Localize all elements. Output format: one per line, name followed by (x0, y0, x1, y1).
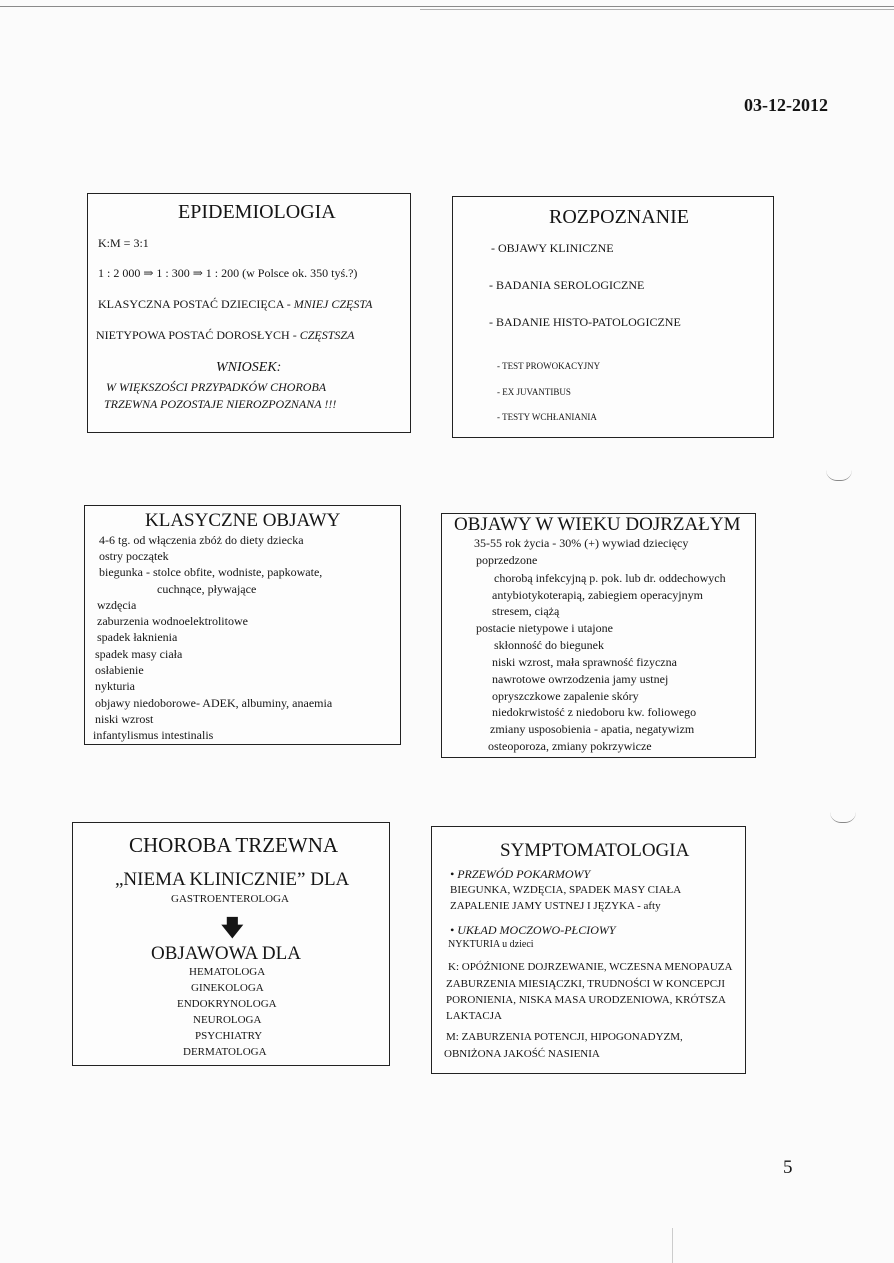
slide-rozpoznanie (452, 196, 774, 438)
gastroenterologist-label: GASTROENTEROLOGA (171, 893, 289, 905)
gi-line: ZAPALENIE JAMY USTNEJ I JĘZYKA - afty (450, 900, 661, 912)
adult-symptom-line: 35-55 rok życia - 30% (+) wywiad dziecięcy (474, 536, 689, 550)
silent-disease-heading: „NIEMA KLINICZNIE” DLA (115, 869, 350, 890)
atypical-form-frequency: CZĘSTSZA (299, 328, 355, 342)
adult-symptom-line: opryszczkowe zapalenie skóry (492, 689, 639, 703)
scan-fold-line (672, 1228, 673, 1263)
adult-symptom-line: nawrotowe owrzodzenia jamy ustnej (492, 672, 669, 686)
slide-title: OBJAWY W WIEKU DOJRZAŁYM (454, 514, 741, 535)
adult-symptom-line: osteoporoza, zmiany pokrzywicze (488, 739, 652, 753)
gi-line: BIEGUNKA, WZDĘCIA, SPADEK MASY CIAŁA (450, 884, 682, 896)
slide-symptomatologia (431, 826, 746, 1074)
diagnosis-subitem-3: - TESTY WCHŁANIANIA (497, 412, 597, 422)
diagnosis-item-2: - BADANIA SEROLOGICZNE (489, 278, 645, 292)
diagnosis-subitem-1: - TEST PROWOKACYJNY (497, 361, 601, 371)
adult-symptom-line: antybiotykoterapią, zabiegiem operacyjnym (492, 588, 703, 602)
specialist-item: DERMATOLOGA (183, 1046, 267, 1058)
adult-symptom-line: postacie nietypowe i utajone (476, 621, 613, 635)
female-symptom-line: PORONIENIA, NISKA MASA URODZENIOWA, KRÓTSZA (446, 994, 726, 1006)
scan-edge-line-2 (420, 9, 894, 10)
slide-title: ROZPOZNANIE (549, 206, 689, 228)
specialist-item: HEMATOLOGA (189, 966, 266, 978)
conclusion-line-2: TRZEWNA POZOSTAJE NIEROZPOZNANA !!! (104, 397, 337, 411)
classic-form-label: KLASYCZNA POSTAĆ DZIECIĘCA - (98, 297, 294, 311)
slide-title: EPIDEMIOLOGIA (178, 201, 336, 223)
adult-symptom-line: chorobą infekcyjną p. pok. lub dr. oddechowych (494, 571, 726, 585)
symptom-line: zaburzenia wodnoelektrolitowe (97, 614, 248, 628)
conclusion-title: WNIOSEK: (216, 360, 282, 375)
adult-symptom-line: niedokrwistość z niedoboru kw. foliowego (492, 705, 697, 719)
uro-section-header: • UKŁAD MOCZOWO-PŁCIOWY (450, 923, 616, 937)
classic-form-frequency: MNIEJ CZĘSTA (293, 297, 373, 311)
diagnosis-item-3: - BADANIE HISTO-PATOLOGICZNE (489, 315, 681, 329)
scan-edge-line (0, 6, 894, 7)
symptom-line: biegunka - stolce obfite, wodniste, papkowate, (99, 565, 323, 579)
down-arrow-icon: 🡇 (221, 915, 244, 940)
adult-symptom-line: skłonność do biegunek (494, 638, 604, 652)
symptom-line: 4-6 tg. od włączenia zbóż do diety dziecka (99, 533, 304, 547)
symptom-line: ostry początek (99, 549, 169, 563)
symptom-line: spadek łaknienia (97, 630, 178, 644)
gi-section-header: • PRZEWÓD POKARMOWY (450, 867, 591, 881)
slide-title: CHOROBA TRZEWNA (129, 833, 339, 857)
symptom-line: infantylismus intestinalis (93, 728, 214, 742)
adult-symptom-line: zmiany usposobienia - apatia, negatywizm (490, 722, 695, 736)
page-number: 5 (783, 1157, 793, 1178)
atypical-form-text (96, 328, 354, 343)
slide-title: KLASYCZNE OBJAWY (145, 510, 341, 531)
symptom-line: spadek masy ciała (95, 647, 183, 661)
diagnosis-item-1: - OBJAWY KLINICZNE (491, 241, 614, 255)
classic-form-text (98, 297, 373, 312)
adult-symptom-line: niski wzrost, mała sprawność fizyczna (492, 655, 677, 669)
specialist-item: GINEKOLOGA (191, 982, 264, 994)
symptom-line: niski wzrost (95, 712, 154, 726)
male-symptom-line: M: ZABURZENIA POTENCJI, HIPOGONADYZM, (446, 1031, 683, 1043)
specialist-item: PSYCHIATRY (195, 1030, 263, 1042)
ratio-text: K:M = 3:1 (98, 236, 149, 250)
adult-symptom-line: stresem, ciążą (492, 604, 560, 618)
symptom-line: osłabienie (95, 663, 144, 677)
slide-objawy-dojrzalym (441, 513, 756, 758)
female-symptom-line: LAKTACJA (446, 1010, 502, 1022)
symptom-line: cuchnące, pływające (157, 582, 257, 596)
slide-title: SYMPTOMATOLOGIA (500, 840, 690, 861)
male-symptom-line: OBNIŻONA JAKOŚĆ NASIENIA (444, 1048, 600, 1060)
slide-klasyczne-objawy (84, 505, 401, 745)
punch-mark (830, 812, 856, 823)
specialist-item: ENDOKRYNOLOGA (177, 998, 277, 1010)
uro-line: NYKTURIA u dzieci (448, 939, 534, 950)
diagnosis-subitem-2: - EX JUVANTIBUS (497, 387, 571, 397)
slide-choroba-trzewna (72, 822, 390, 1066)
symptom-line: wzdęcia (97, 598, 137, 612)
page-date: 03-12-2012 (744, 95, 828, 115)
atypical-form-label: NIETYPOWA POSTAĆ DOROSŁYCH - (96, 328, 300, 342)
female-symptom-line: ZABURZENIA MIESIĄCZKI, TRUDNOŚCI W KONCEPCJI (446, 978, 725, 990)
conclusion-line-1: W WIĘKSZOŚCI PRZYPADKÓW CHOROBA (106, 380, 327, 394)
specialist-item: NEUROLOGA (193, 1014, 262, 1026)
female-symptom-line: K: OPÓŹNIONE DOJRZEWANIE, WCZESNA MENOPAUZA (448, 961, 733, 973)
adult-symptom-line: poprzedzone (476, 553, 538, 567)
slide-epidemiologia (87, 193, 411, 433)
punch-mark (826, 470, 852, 481)
symptomatic-heading: OBJAWOWA DLA (151, 943, 301, 964)
symptom-line: nykturia (95, 679, 135, 693)
symptom-line: objawy niedoborowe- ADEK, albuminy, anaemia (95, 696, 333, 710)
prevalence-text: 1 : 2 000 ⇒ 1 : 300 ⇒ 1 : 200 (w Polsce ok. 350 tyś.?) (98, 266, 358, 280)
